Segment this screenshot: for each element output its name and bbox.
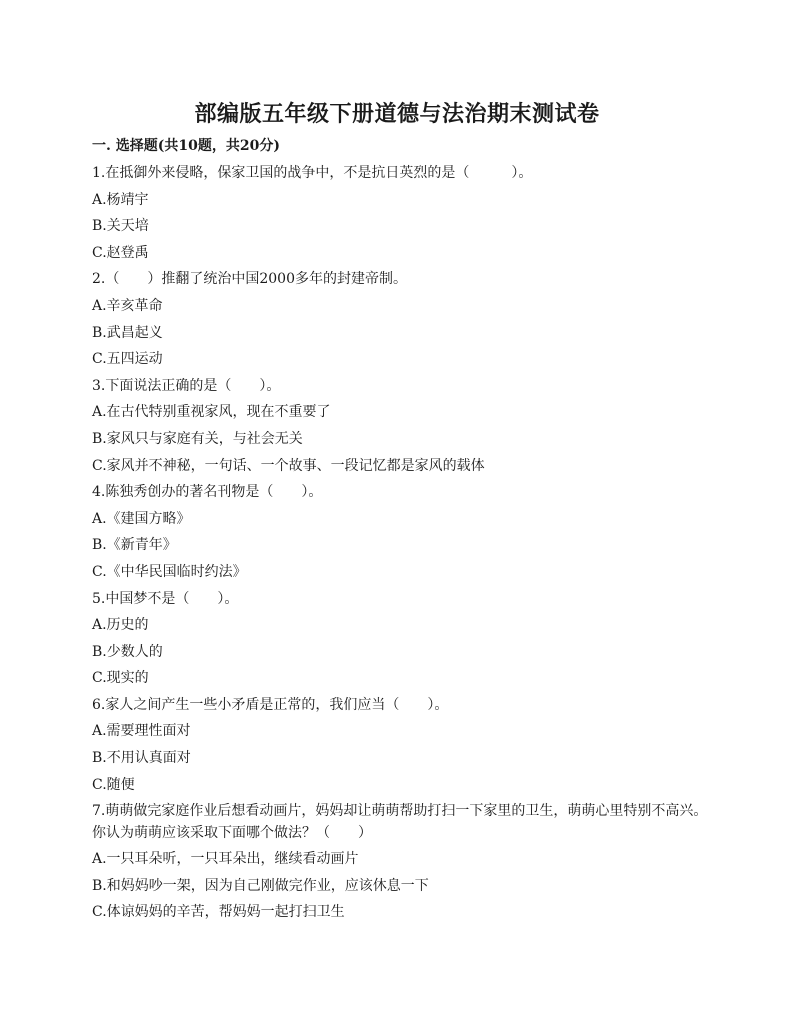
question-stem: 2.（ ）推翻了统治中国2000多年的封建帝制。 (92, 271, 407, 288)
option-c: C.赵登禹 (92, 244, 149, 261)
option-a: A.历史的 (92, 617, 149, 634)
option-b: B.不用认真面对 (92, 750, 191, 767)
option-b: B.和妈妈吵一架，因为自己刚做完作业，应该休息一下 (92, 877, 429, 894)
option-a: A.《建国方略》 (92, 510, 191, 527)
option-b: B.家风只与家庭有关，与社会无关 (92, 430, 303, 447)
section-heading: 一. 选择题(共10题，共20分) (92, 138, 280, 154)
question-stem: 5.中国梦不是（ ）。 (92, 590, 239, 607)
question-stem: 3.下面说法正确的是（ ）。 (92, 377, 281, 394)
option-b: B.关天培 (92, 218, 149, 235)
option-a: A.在古代特别重视家风，现在不重要了 (92, 404, 331, 421)
question-stem: 7.萌萌做完家庭作业后想看动画片，妈妈却让萌萌帮助打扫一下家里的卫生，萌萌心里特别不高兴。你认为萌萌应该采取下面哪个做法？（ ） (92, 803, 708, 842)
option-c: C.五四运动 (92, 351, 163, 368)
question-stem: 1.在抵御外来侵略，保家卫国的战争中，不是抗日英烈的是（ ）。 (92, 165, 533, 181)
option-a: A.一只耳朵听，一只耳朵出，继续看动画片 (92, 851, 359, 868)
option-c: C.体谅妈妈的辛苦，帮妈妈一起打扫卫生 (92, 904, 345, 921)
option-c: C.现实的 (92, 670, 149, 687)
page-title: 部编版五年级下册道德与法治期末测试卷 (194, 101, 600, 127)
option-c: C.《中华民国临时约法》 (92, 563, 247, 580)
option-a: A.需要理性面对 (92, 723, 191, 740)
option-c: C.家风并不神秘，一句话、一个故事、一段记忆都是家风的载体 (92, 457, 485, 474)
option-b: B.《新青年》 (92, 537, 177, 554)
question-stem: 6.家人之间产生一些小矛盾是正常的，我们应当（ ）。 (92, 696, 449, 713)
question-stem: 4.陈独秀创办的著名刊物是（ ）。 (92, 484, 323, 501)
option-b: B.少数人的 (92, 643, 163, 660)
option-a: A.杨靖宇 (92, 191, 149, 208)
option-b: B.武昌起义 (92, 324, 163, 341)
option-c: C.随便 (92, 776, 135, 793)
option-a: A.辛亥革命 (92, 297, 163, 314)
question-list (92, 160, 712, 926)
